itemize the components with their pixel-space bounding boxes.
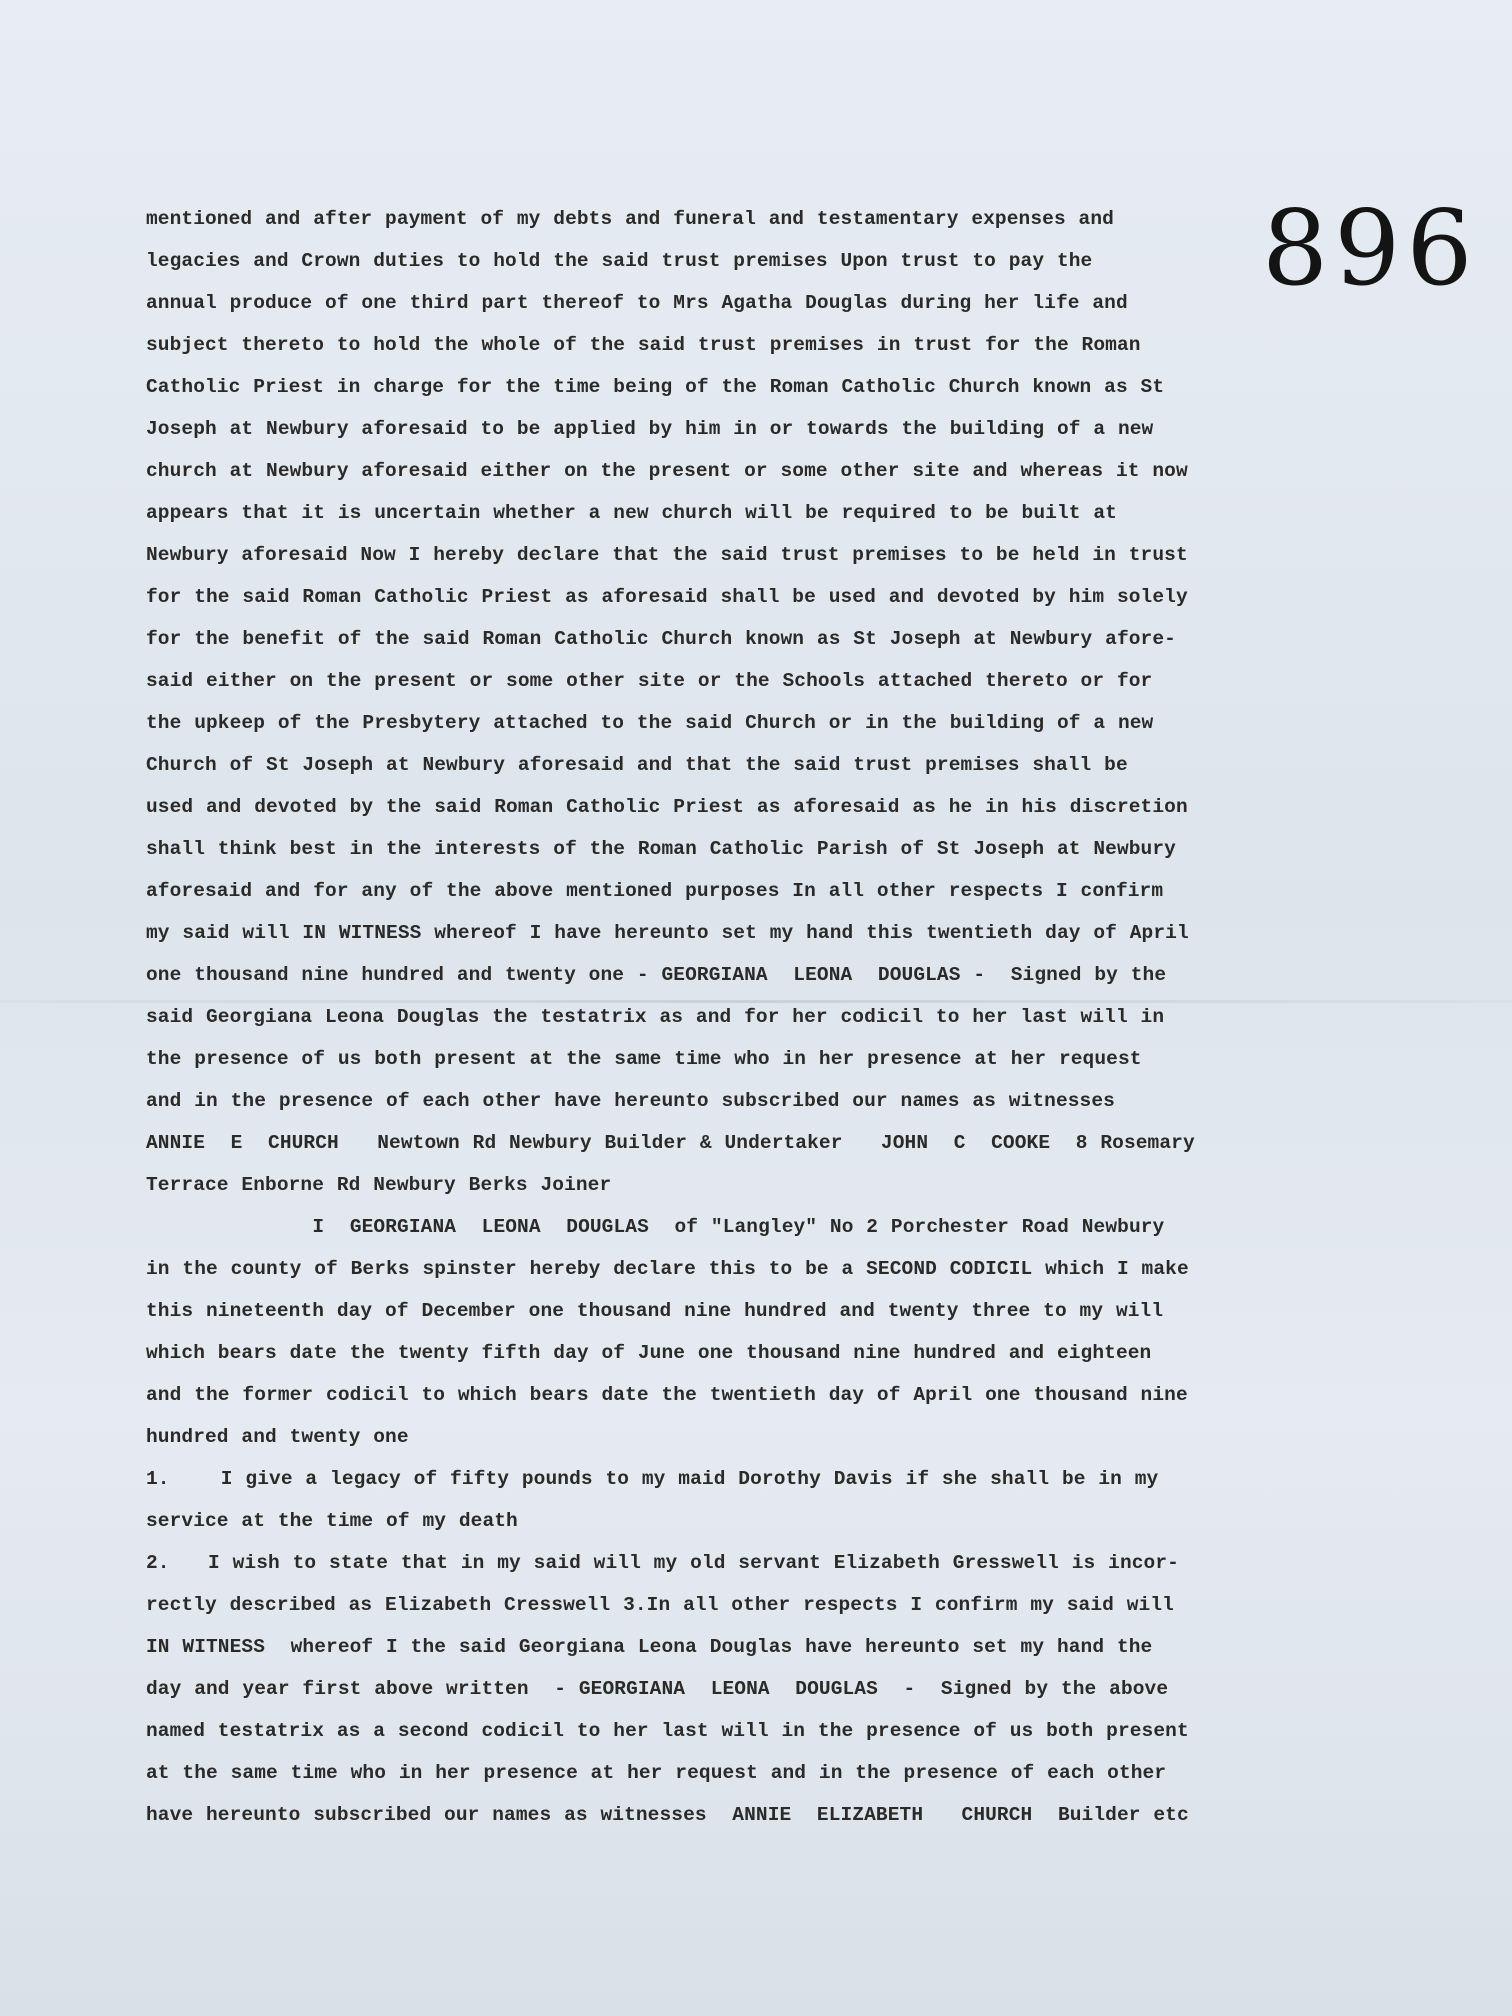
text-line: used and devoted by the said Roman Catholic Priest as aforesaid as he in his discretion [146, 796, 1188, 818]
text-line: appears that it is uncertain whether a new church will be required to be built at [146, 502, 1117, 524]
text-line: at the same time who in her presence at her request and in the presence of each other [146, 1762, 1167, 1784]
folio-number: 896 [1262, 187, 1479, 309]
text-line: for the benefit of the said Roman Catholic Church known as St Joseph at Newbury afore- [146, 628, 1176, 650]
text-line: for the said Roman Catholic Priest as aforesaid shall be used and devoted by him solely [146, 586, 1188, 608]
witness-line: ANNIE E CHURCH Newtown Rd Newbury Builder & Undertaker JOHN C COOKE 8 Rosemary [146, 1132, 1195, 1154]
text-line: day and year first above written - GEORGIANA LEONA DOUGLAS - Signed by the above [146, 1678, 1169, 1700]
text-line: hundred and twenty one [146, 1426, 409, 1448]
text-line: and in the presence of each other have hereunto subscribed our names as witnesses [146, 1090, 1115, 1112]
text-line: said either on the present or some other site or the Schools attached thereto or for [146, 670, 1153, 692]
text-line: my said will IN WITNESS whereof I have hereunto set my hand this twentieth day of April [146, 922, 1189, 944]
text-line: legacies and Crown duties to hold the said trust premises Upon trust to pay the [146, 250, 1093, 272]
text-line: and the former codicil to which bears date the twentieth day of April one thousand nine [146, 1384, 1188, 1406]
text-line: mentioned and after payment of my debts and funeral and testamentary expenses and [146, 208, 1114, 230]
text-line: annual produce of one third part thereof to Mrs Agatha Douglas during her life and [146, 292, 1128, 314]
text-line: the presence of us both present at the same time who in her presence at her request [146, 1048, 1142, 1070]
text-line: Newbury aforesaid Now I hereby declare that the said trust premises to be held in trust [146, 544, 1188, 566]
numbered-clause-line: 2. I wish to state that in my said will my old servant Elizabeth Gresswell is incor- [146, 1552, 1179, 1574]
numbered-clause-line: 1. I give a legacy of fifty pounds to my maid Dorothy Davis if she shall be in my [146, 1468, 1159, 1490]
text-line: this nineteenth day of December one thousand nine hundred and twenty three to my will [146, 1300, 1164, 1322]
text-line: Catholic Priest in charge for the time being of the Roman Catholic Church known as St [146, 376, 1165, 398]
second-codicil-opening-line: I GEORGIANA LEONA DOUGLAS of "Langley" No 2 Porchester Road Newbury [146, 1216, 1165, 1238]
text-line: Joseph at Newbury aforesaid to be applied by him in or towards the building of a new [146, 418, 1154, 440]
text-line: church at Newbury aforesaid either on the present or some other site and whereas it now [146, 460, 1188, 482]
typewritten-text-block [146, 198, 1286, 1836]
text-line: Church of St Joseph at Newbury aforesaid and that the said trust premises shall be [146, 754, 1128, 776]
text-line: the upkeep of the Presbytery attached to the said Church or in the building of a new [146, 712, 1154, 734]
witness-line: Terrace Enborne Rd Newbury Berks Joiner [146, 1174, 612, 1196]
text-line: which bears date the twenty fifth day of June one thousand nine hundred and eighteen [146, 1342, 1152, 1364]
text-line: subject thereto to hold the whole of the said trust premises in trust for the Roman [146, 334, 1141, 356]
witness-line: have hereunto subscribed our names as witnesses ANNIE ELIZABETH CHURCH Builder etc [146, 1804, 1189, 1826]
text-line: said Georgiana Leona Douglas the testatrix as and for her codicil to her last will in [146, 1006, 1165, 1028]
text-line: in the county of Berks spinster hereby declare this to be a SECOND CODICIL which I make [146, 1258, 1189, 1280]
text-line: named testatrix as a second codicil to her last will in the presence of us both present [146, 1720, 1189, 1742]
text-line: IN WITNESS whereof I the said Georgiana Leona Douglas have hereunto set my hand the [146, 1636, 1153, 1658]
text-line: service at the time of my death [146, 1510, 518, 1532]
text-line: shall think best in the interests of the Roman Catholic Parish of St Joseph at Newbury [146, 838, 1176, 860]
text-line: one thousand nine hundred and twenty one - GEORGIANA LEONA DOUGLAS - Signed by the [146, 964, 1167, 986]
text-line: aforesaid and for any of the above mentioned purposes In all other respects I confirm [146, 880, 1164, 902]
text-line: rectly described as Elizabeth Cresswell 3.In all other respects I confirm my said will [146, 1594, 1174, 1616]
